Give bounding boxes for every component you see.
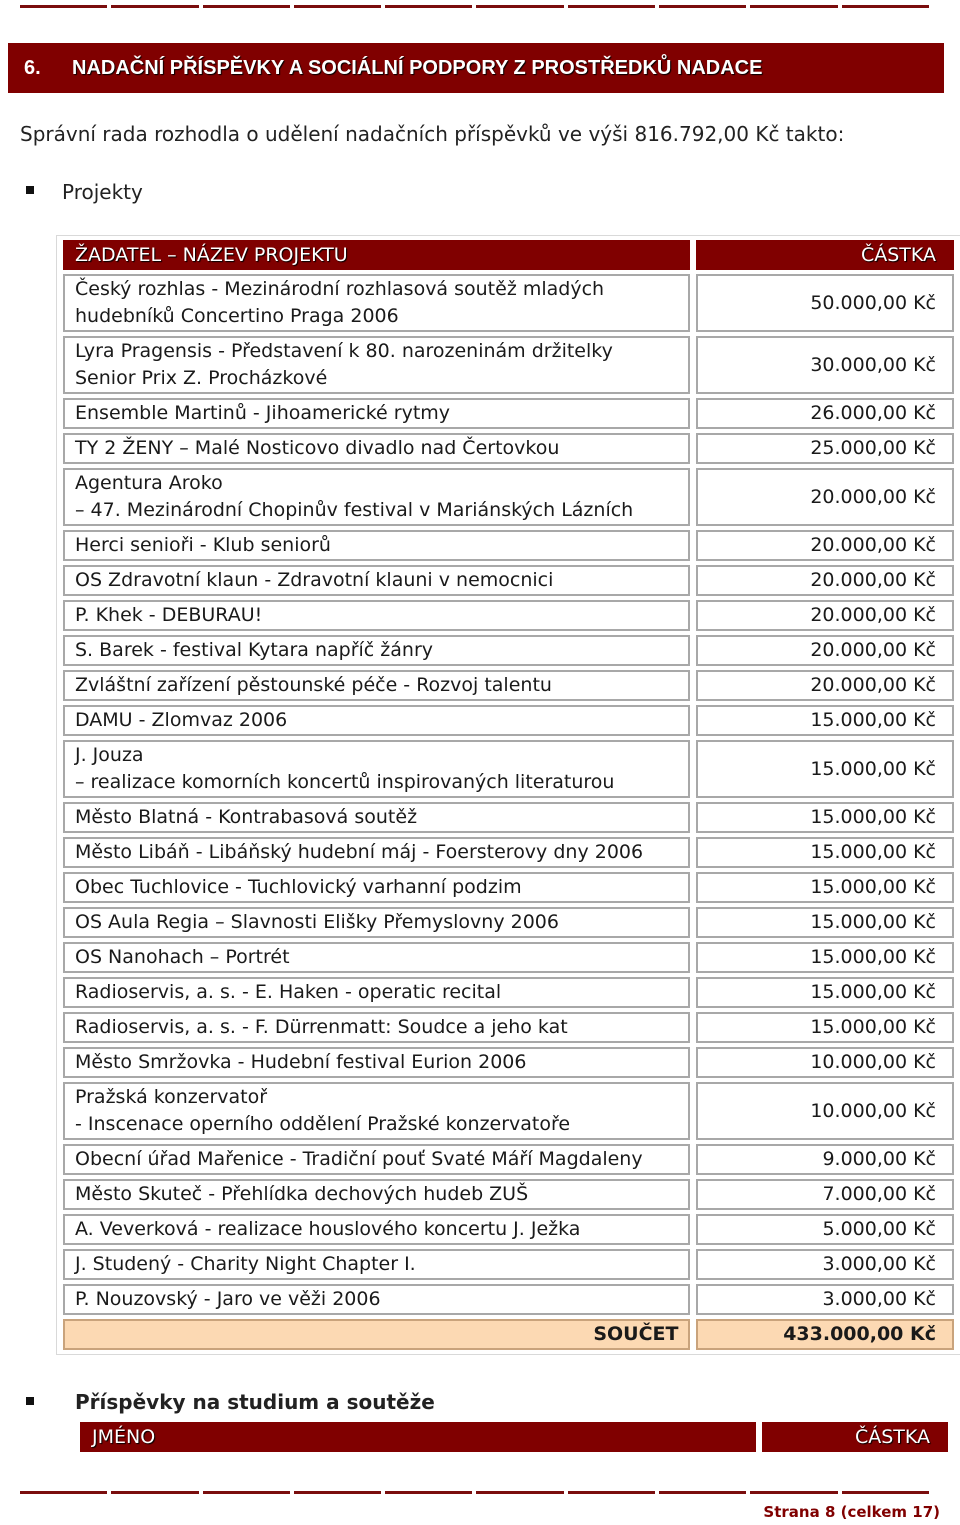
project-amount: 5.000,00 Kč xyxy=(696,1214,954,1245)
project-name: Zvláštní zařízení pěstounské péče - Rozvoj talentu xyxy=(63,670,690,701)
total-amount: 433.000,00 Kč xyxy=(696,1319,954,1350)
table-row xyxy=(63,398,954,429)
project-amount: 15.000,00 Kč xyxy=(696,942,954,973)
project-amount: 3.000,00 Kč xyxy=(696,1284,954,1315)
table-row xyxy=(63,530,954,561)
table-row xyxy=(63,1082,954,1140)
table-row xyxy=(63,1012,954,1043)
project-name: Pražská konzervatoř - Inscenace operního oddělení Pražské konzervatoře xyxy=(63,1082,690,1140)
project-amount: 20.000,00 Kč xyxy=(696,565,954,596)
project-name: OS Zdravotní klaun - Zdravotní klauni v nemocnici xyxy=(63,565,690,596)
header-amount: ČÁSTKA xyxy=(762,1422,948,1452)
table-row xyxy=(63,740,954,798)
top-rule xyxy=(20,5,933,8)
table-row xyxy=(63,433,954,464)
total-label: SOUČET xyxy=(63,1319,690,1350)
table-row xyxy=(63,274,954,332)
table-row xyxy=(63,468,954,526)
study-table xyxy=(74,1418,954,1456)
project-name: OS Nanohach – Portrét xyxy=(63,942,690,973)
bottom-rule xyxy=(20,1491,933,1494)
section-title: NADAČNÍ PŘÍSPĚVKY A SOCIÁLNÍ PODPORY Z PROSTŘEDKŮ NADACE xyxy=(72,56,763,79)
project-name: Ensemble Martinů - Jihoamerické rytmy xyxy=(63,398,690,429)
project-amount: 50.000,00 Kč xyxy=(696,274,954,332)
project-amount: 25.000,00 Kč xyxy=(696,433,954,464)
project-name: TY 2 ŽENY – Malé Nosticovo divadlo nad Čertovkou xyxy=(63,433,690,464)
project-name: Radioservis, a. s. - E. Haken - operatic recital xyxy=(63,977,690,1008)
table-row xyxy=(63,872,954,903)
project-name: Obecní úřad Mařenice - Tradiční pouť Svaté Máří Magdaleny xyxy=(63,1144,690,1175)
table-row xyxy=(63,1284,954,1315)
table-row xyxy=(63,705,954,736)
table-row xyxy=(63,336,954,394)
study-heading: Příspěvky na studium a soutěže xyxy=(75,1390,435,1414)
table-row xyxy=(63,565,954,596)
table-row xyxy=(63,1214,954,1245)
table-header-row xyxy=(80,1422,948,1452)
project-name: P. Khek - DEBURAU! xyxy=(63,600,690,631)
project-name: DAMU - Zlomvaz 2006 xyxy=(63,705,690,736)
project-amount: 15.000,00 Kč xyxy=(696,837,954,868)
section-banner xyxy=(8,43,944,93)
project-amount: 15.000,00 Kč xyxy=(696,907,954,938)
project-amount: 15.000,00 Kč xyxy=(696,977,954,1008)
project-name: Obec Tuchlovice - Tuchlovický varhanní podzim xyxy=(63,872,690,903)
project-name: Český rozhlas - Mezinárodní rozhlasová soutěž mladých hudebníků Concertino Praga 2006 xyxy=(63,274,690,332)
project-name: Město Blatná - Kontrabasová soutěž xyxy=(63,802,690,833)
project-name: Agentura Aroko – 47. Mezinárodní Chopinův festival v Mariánských Lázních xyxy=(63,468,690,526)
project-amount: 30.000,00 Kč xyxy=(696,336,954,394)
table-row xyxy=(63,670,954,701)
project-amount: 15.000,00 Kč xyxy=(696,1012,954,1043)
project-name: Město Smržovka - Hudební festival Eurion 2006 xyxy=(63,1047,690,1078)
projects-table xyxy=(56,235,960,1355)
project-name: P. Nouzovský - Jaro ve věži 2006 xyxy=(63,1284,690,1315)
project-amount: 7.000,00 Kč xyxy=(696,1179,954,1210)
project-amount: 20.000,00 Kč xyxy=(696,670,954,701)
table-row xyxy=(63,1144,954,1175)
project-amount: 10.000,00 Kč xyxy=(696,1082,954,1140)
project-amount: 3.000,00 Kč xyxy=(696,1249,954,1280)
header-name: JMÉNO xyxy=(80,1422,756,1452)
table-row xyxy=(63,1047,954,1078)
table-row xyxy=(63,977,954,1008)
project-name: Město Libáň - Libáňský hudební máj - Foersterovy dny 2006 xyxy=(63,837,690,868)
page-number: Strana 8 (celkem 17) xyxy=(763,1503,940,1521)
table-row xyxy=(63,1249,954,1280)
project-name: S. Barek - festival Kytara napříč žánry xyxy=(63,635,690,666)
header-applicant: ŽADATEL – NÁZEV PROJEKTU xyxy=(63,240,690,270)
table-header-row xyxy=(63,240,954,270)
bullet-square-icon xyxy=(26,186,34,194)
project-name: Město Skuteč - Přehlídka dechových hudeb ZUŠ xyxy=(63,1179,690,1210)
project-name: A. Veverková - realizace houslového koncertu J. Ježka xyxy=(63,1214,690,1245)
project-amount: 15.000,00 Kč xyxy=(696,872,954,903)
project-amount: 20.000,00 Kč xyxy=(696,530,954,561)
intro-paragraph: Správní rada rozhodla o udělení nadačních příspěvků ve výši 816.792,00 Kč takto: xyxy=(20,122,845,146)
table-row xyxy=(63,802,954,833)
project-amount: 10.000,00 Kč xyxy=(696,1047,954,1078)
total-row xyxy=(63,1319,954,1350)
project-name: J. Jouza – realizace komorních koncertů inspirovaných literaturou xyxy=(63,740,690,798)
project-name: OS Aula Regia – Slavnosti Elišky Přemyslovny 2006 xyxy=(63,907,690,938)
project-name: Herci senioři - Klub seniorů xyxy=(63,530,690,561)
project-name: Lyra Pragensis - Představení k 80. narozeninám držitelky Senior Prix Z. Procházkové xyxy=(63,336,690,394)
table-row xyxy=(63,837,954,868)
section-number: 6. xyxy=(24,56,41,79)
project-amount: 20.000,00 Kč xyxy=(696,600,954,631)
project-amount: 15.000,00 Kč xyxy=(696,802,954,833)
project-amount: 15.000,00 Kč xyxy=(696,740,954,798)
table-row xyxy=(63,907,954,938)
table-row xyxy=(63,1179,954,1210)
table-row xyxy=(63,635,954,666)
project-amount: 15.000,00 Kč xyxy=(696,705,954,736)
header-amount: ČÁSTKA xyxy=(696,240,954,270)
table-row xyxy=(63,600,954,631)
project-amount: 26.000,00 Kč xyxy=(696,398,954,429)
project-name: Radioservis, a. s. - F. Dürrenmatt: Soudce a jeho kat xyxy=(63,1012,690,1043)
table-row xyxy=(63,942,954,973)
projects-heading: Projekty xyxy=(62,180,143,204)
project-amount: 9.000,00 Kč xyxy=(696,1144,954,1175)
project-amount: 20.000,00 Kč xyxy=(696,468,954,526)
project-amount: 20.000,00 Kč xyxy=(696,635,954,666)
project-name: J. Studený - Charity Night Chapter I. xyxy=(63,1249,690,1280)
bullet-square-icon xyxy=(26,1397,34,1405)
